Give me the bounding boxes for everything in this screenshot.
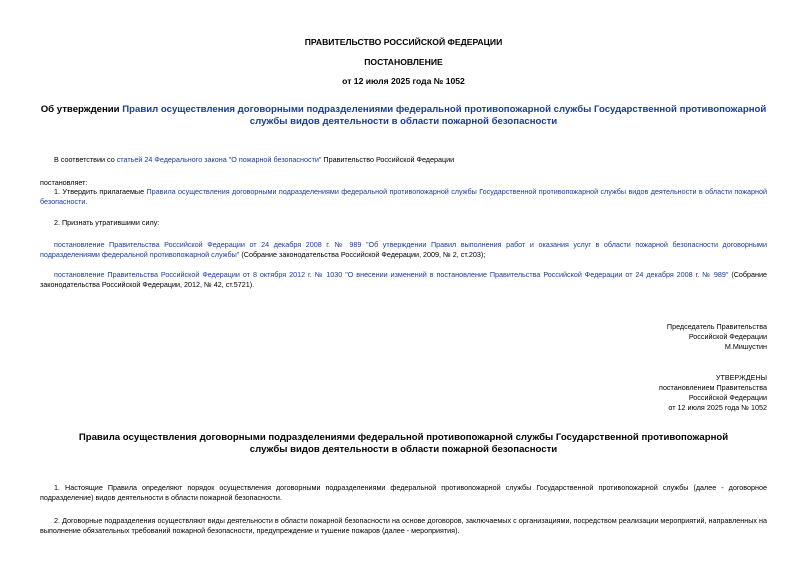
- document-date: от 12 июля 2025 года № 1052: [342, 76, 465, 86]
- subject-prefix: Об утверждении: [40, 104, 123, 115]
- repealed-act-2-source: (Собрание законодательства Российской Федерации, 2012, № 42, ст.5721).: [40, 270, 767, 289]
- repealed-act-1: [40, 240, 767, 260]
- repealed-act-2-link[interactable]: постановление Правительства Российской Федерации от 8 октября 2012 г. № 1030 "О внесении изменений в постановление Правительства Российской Федерации от 24 декабря 2008 г. № 989": [54, 270, 729, 279]
- rules-title: Правила осуществления договорными подразделениями федеральной противопожарной службы Государственной противопожарной службы видов деятельности в области пожарной безопасности: [78, 432, 729, 455]
- approval-country: Российской Федерации: [688, 393, 767, 402]
- clause-1-suffix: .: [85, 197, 88, 206]
- signatory-country: Российской Федерации: [688, 332, 767, 341]
- repealed-act-1-source: (Собрание законодательства Российской Федерации, 2009, № 2, ст.203);: [239, 250, 486, 259]
- law-article-link[interactable]: статьей 24 Федерального закона "О пожарной безопасности": [116, 155, 322, 164]
- government-name: ПРАВИТЕЛЬСТВО РОССИЙСКОЙ ФЕДЕРАЦИИ: [304, 37, 503, 47]
- document-type: ПОСТАНОВЛЕНИЕ: [364, 57, 443, 67]
- signatory-title: Председатель Правительства: [666, 322, 767, 331]
- rules-link[interactable]: Правила осуществления договорными подразделениями федеральной противопожарной службы Государственной противопожарной службы видов деятельности в области пожарной безопасности: [40, 187, 767, 206]
- subject-link[interactable]: Правил осуществления договорными подразделениями федеральной противопожарной службы Государственной противопожарной службы видов деятельности в области пожарной безопасности: [122, 104, 767, 127]
- decree-word: постановляет:: [40, 178, 88, 187]
- preamble: [54, 155, 767, 165]
- clause-2: 2. Признать утратившими силу:: [54, 218, 160, 227]
- repealed-act-2: [40, 270, 767, 290]
- signatory-name: М.Мишустин: [724, 342, 767, 351]
- approval-by: постановлением Правительства: [659, 383, 767, 392]
- rules-item-1: 1. Настоящие Правила определяют порядок осуществления договорными подразделениями федеральной противопожарной службы Государственной противопожарной службы (далее - договорное подразделение) видов деятельности в области пожарной безопасности.: [40, 483, 767, 502]
- document-subject: [40, 104, 767, 128]
- approval-word: УТВЕРЖДЕНЫ: [715, 373, 767, 382]
- clause-1-prefix: 1. Утвердить прилагаемые: [54, 187, 147, 196]
- approval-date: от 12 июля 2025 года № 1052: [668, 403, 767, 412]
- approval-block: [467, 373, 767, 413]
- clause-1: [40, 187, 767, 207]
- preamble-prefix: В соответствии со: [54, 155, 117, 164]
- repealed-act-1-link[interactable]: постановление Правительства Российской Федерации от 24 декабря 2008 г. № 989 "Об утверждении Правил выполнения работ и оказания услуг в области пожарной безопасности договорными подразделениями федеральной противопожарной службы": [40, 240, 767, 259]
- rules-item-2: 2. Договорные подразделения осуществляют виды деятельности в области пожарной безопасности на основе договоров, заключаемых с организациями, посредством реализации мероприятий, направленных на выполнение обязательных требований пожарной безопасности, предупреждение и тушение пожаров (далее - мероприятия).: [40, 516, 767, 535]
- preamble-suffix: Правительство Российской Федерации: [321, 155, 455, 164]
- signature-block: [467, 322, 767, 352]
